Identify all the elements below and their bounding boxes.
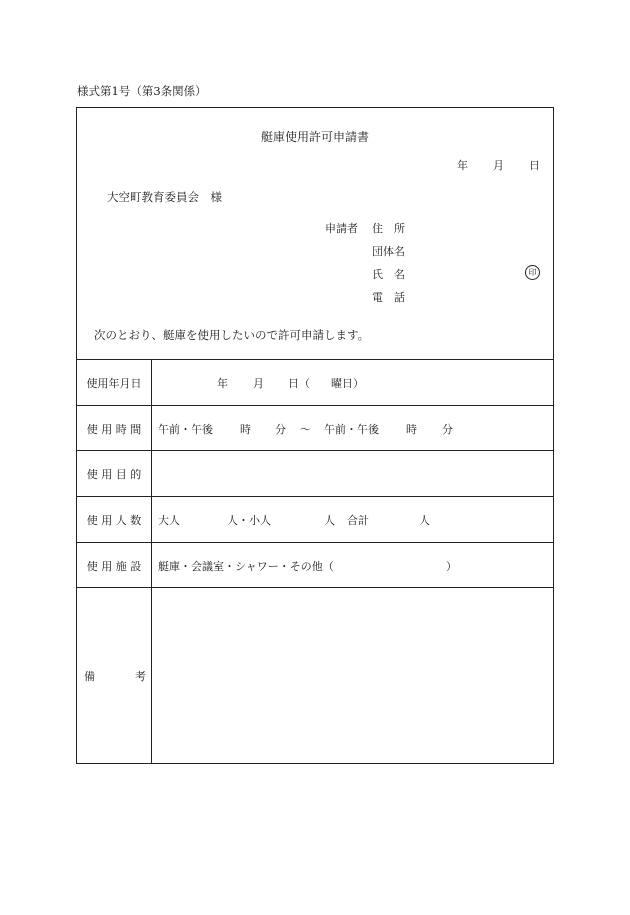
total-unit: 人 (419, 514, 430, 527)
usage-date-month: 月 (253, 377, 264, 390)
usage-date-day: 日（ (288, 377, 310, 390)
applicant-heading: 申請者 (325, 222, 358, 235)
end-ampm: 午前・午後 (324, 423, 379, 436)
row-divider (77, 359, 553, 360)
end-hour: 時 (406, 423, 417, 436)
usage-date-year: 年 (217, 377, 228, 390)
form-title: 艇庫使用許可申請書 (260, 130, 369, 144)
facility-options: 艇庫・会議室・シャワー・その他（ (158, 560, 334, 573)
form-number-label: 様式第1号（第3条関係） (77, 84, 207, 98)
start-ampm: 午前・午後 (158, 423, 213, 436)
facility-other-close: ） (446, 560, 457, 573)
date-year-label: 年 (457, 159, 468, 172)
remarks-label-first: 備 (84, 670, 95, 683)
total-label: 合計 (347, 514, 369, 527)
child-unit: 人 (324, 514, 335, 527)
start-hour: 時 (240, 423, 251, 436)
row-divider (77, 405, 553, 406)
time-range-tilde: ～ (300, 423, 311, 436)
label-column-divider (151, 359, 152, 764)
usage-purpose-label: 使 用 目 的 (86, 468, 142, 481)
address-label: 住 所 (372, 222, 405, 235)
phone-label: 電 話 (372, 291, 405, 304)
intro-text: 次のとおり、艇庫を使用したいので許可申請します。 (94, 328, 370, 342)
seal-mark: 印 (525, 265, 540, 280)
usage-date-label: 使用年月日 (86, 377, 142, 390)
usage-time-label: 使 用 時 間 (86, 423, 142, 436)
usage-date-weekday: 曜日） (331, 377, 364, 390)
start-minute: 分 (275, 423, 286, 436)
row-divider (77, 450, 553, 451)
remarks-label-second: 考 (135, 670, 146, 683)
row-divider (77, 587, 553, 588)
end-minute: 分 (442, 423, 453, 436)
row-divider (77, 496, 553, 497)
usage-facility-label: 使 用 施 設 (86, 560, 142, 573)
adult-label: 大人 (158, 514, 180, 527)
date-month-label: 月 (493, 159, 504, 172)
usage-people-label: 使 用 人 数 (86, 514, 142, 527)
application-form (76, 107, 554, 764)
name-label: 氏 名 (372, 268, 405, 281)
addressee: 大空町教育委員会 様 (107, 190, 222, 204)
row-divider (77, 542, 553, 543)
group-name-label: 団体名 (372, 245, 405, 258)
date-day-label: 日 (529, 159, 540, 172)
child-label: 人・小人 (227, 514, 271, 527)
